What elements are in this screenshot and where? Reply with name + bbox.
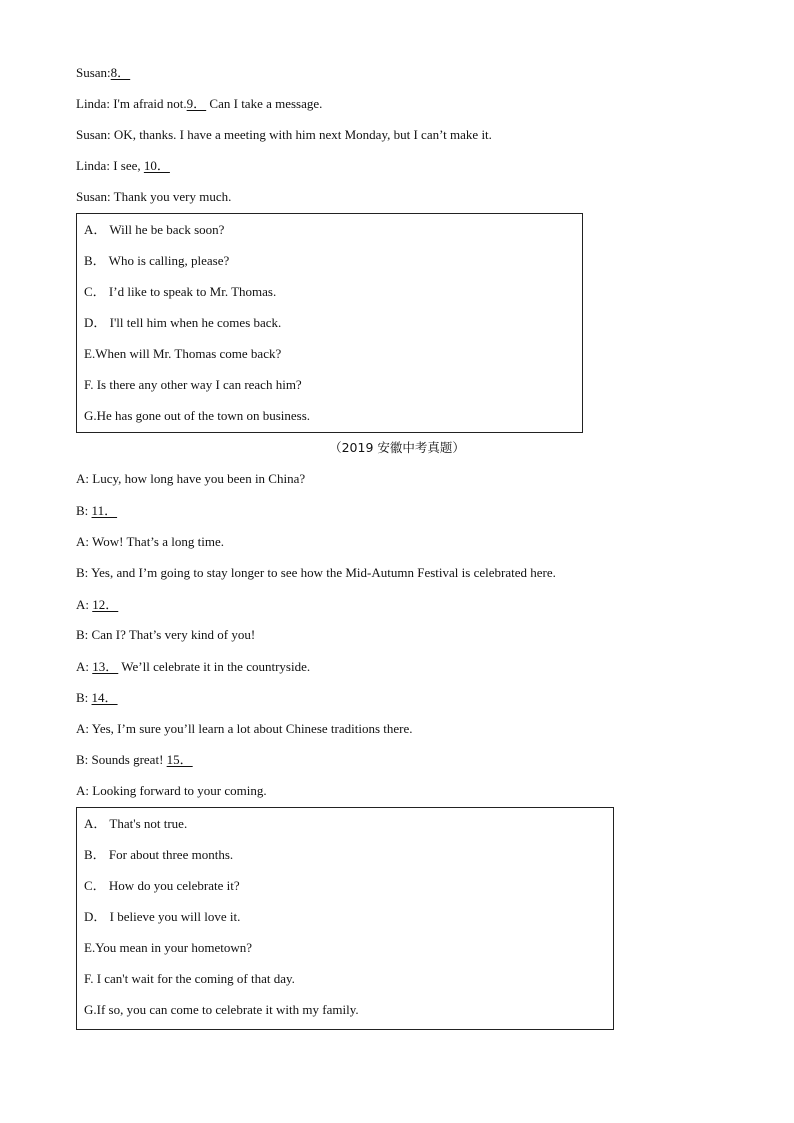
answer-blank[interactable]: 15． [166,752,193,767]
dialogue-line: A: 13． We’ll celebrate it in the countryside. [76,659,311,674]
dialogue-line: A: Yes, I’m sure you’ll learn a lot about Chinese traditions there. [76,721,413,736]
option-item: B． For about three months. [84,847,234,862]
option-item: C． I’d like to speak to Mr. Thomas. [84,284,277,299]
option-item: A． That's not true. [84,816,188,831]
dialogue-line: Linda: I see, 10． [76,158,170,173]
option-item: G.If so, you can come to celebrate it with my family. [84,1002,359,1017]
dialogue-line: B: Sounds great! 15． [76,752,193,767]
exam-source: （2019 安徽中考真题） [329,440,465,455]
dialogue-line: Linda: I'm afraid not.9． Can I take a message. [76,96,323,111]
option-item: B． Who is calling, please? [84,253,230,268]
answer-blank[interactable]: 9． [186,96,207,111]
answer-blank[interactable]: 12． [92,597,119,612]
dialogue-line: B: 14． [76,690,118,705]
option-item: E.When will Mr. Thomas come back? [84,346,282,361]
dialogue-line: A: 12． [76,597,119,612]
dialogue-line: B: Yes, and I’m going to stay longer to see how the Mid-Autumn Festival is celebrated here. [76,565,556,580]
answer-blank[interactable]: 13． [92,659,119,674]
dialogue-line: A: Lucy, how long have you been in China? [76,471,306,486]
dialogue-line: B: 11． [76,503,118,518]
answer-blank[interactable]: 8． [110,65,131,80]
dialogue-line: A: Looking forward to your coming. [76,783,267,798]
option-item: D． I believe you will love it. [84,909,241,924]
option-item: C． How do you celebrate it? [84,878,240,893]
dialogue-line: B: Can I? That’s very kind of you! [76,627,256,642]
option-item: D． I'll tell him when he comes back. [84,315,282,330]
option-item: E.You mean in your hometown? [84,940,253,955]
option-item: F. I can't wait for the coming of that day. [84,971,295,986]
answer-blank[interactable]: 11． [91,503,118,518]
dialogue-line: Susan: Thank you very much. [76,189,232,204]
options-box [76,213,583,433]
dialogue-line: Susan: OK, thanks. I have a meeting with him next Monday, but I can’t make it. [76,127,492,142]
option-item: G.He has gone out of the town on business. [84,408,311,423]
answer-blank[interactable]: 14． [91,690,118,705]
option-item: A． Will he be back soon? [84,222,225,237]
option-item: F. Is there any other way I can reach him? [84,377,302,392]
answer-blank[interactable]: 10． [143,158,170,173]
dialogue-line: Susan:8． [76,65,131,80]
options-box [76,807,614,1030]
dialogue-line: A: Wow! That’s a long time. [76,534,224,549]
